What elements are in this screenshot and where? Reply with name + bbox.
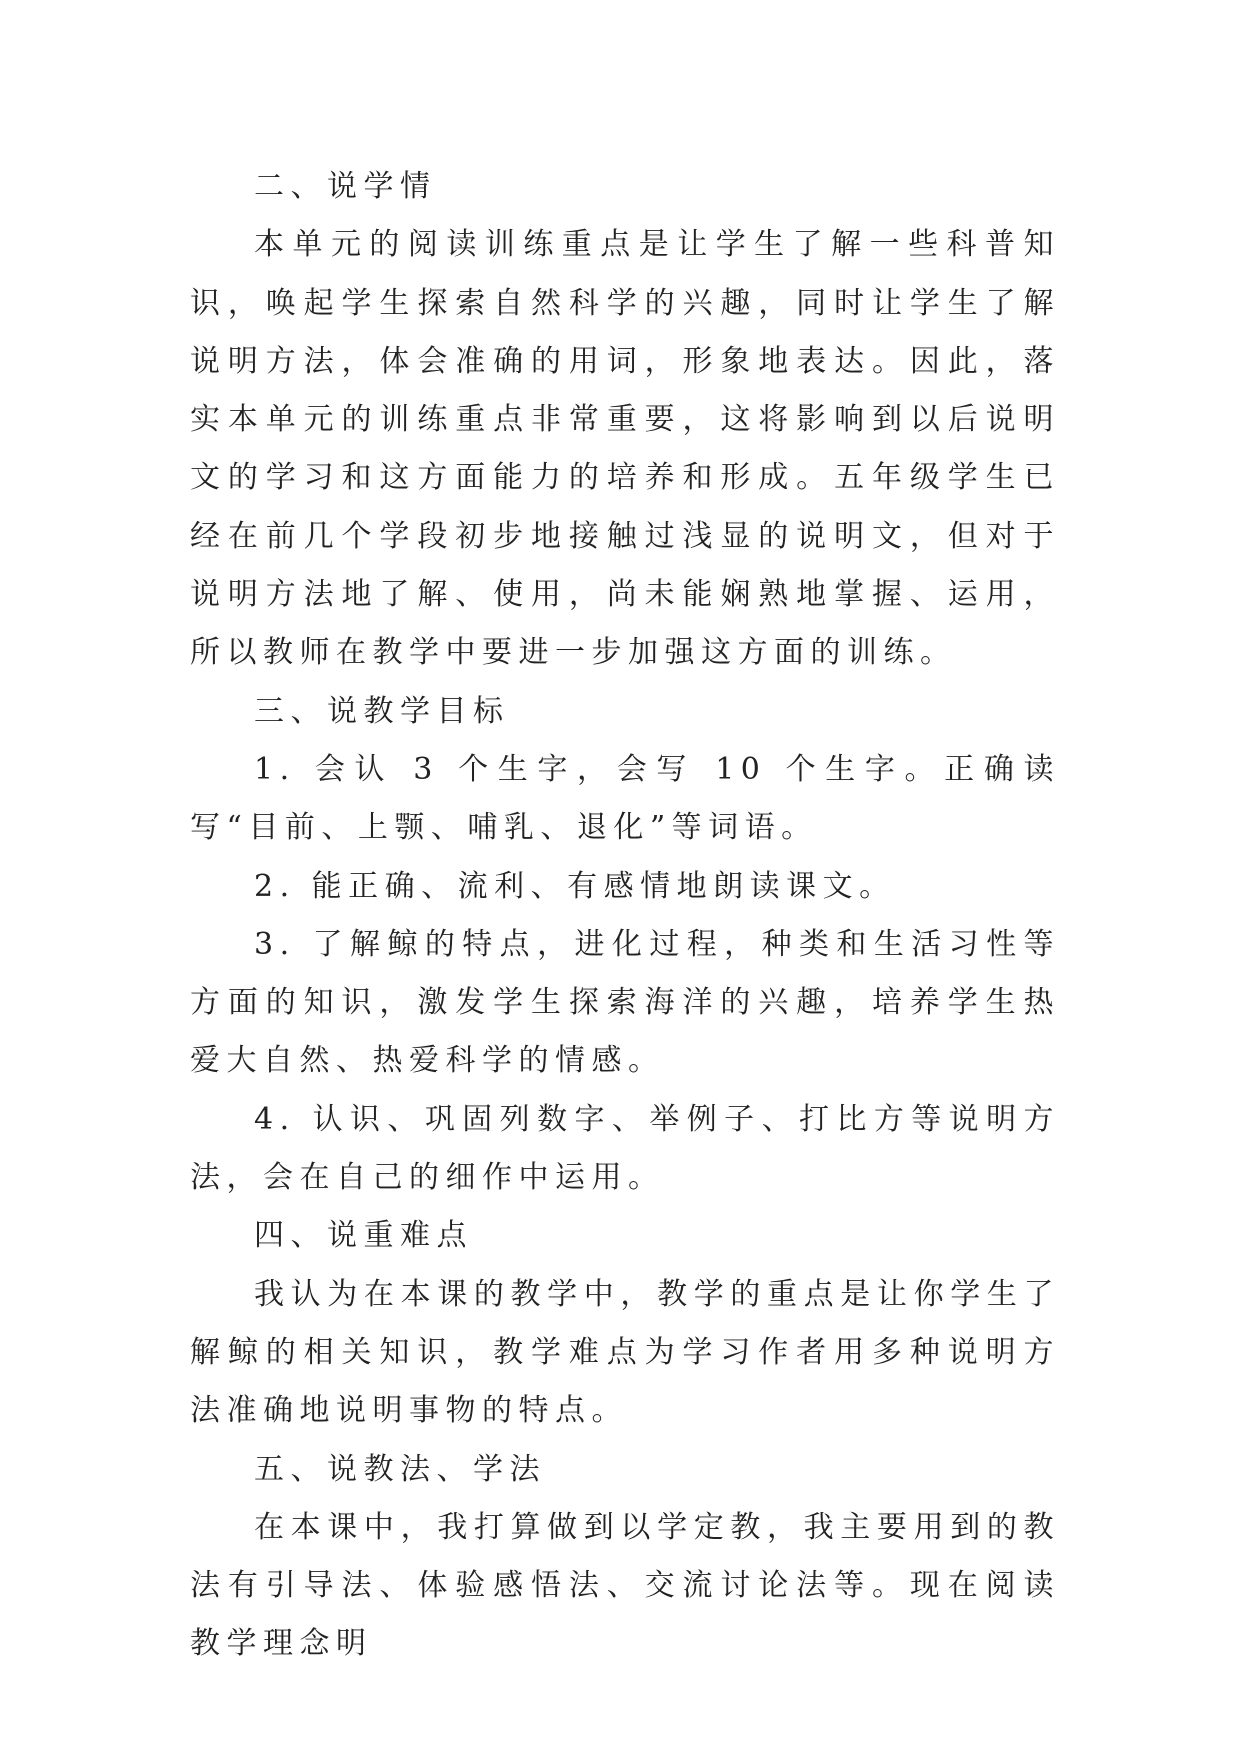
paragraph-methods: 在本课中，我打算做到以学定教，我主要用到的教法有引导法、体验感悟法、交流讨论法等。现在阅读教学理念明 (190, 1509, 1060, 1662)
goal-item-4: 4. 认识、巩固列数字、举例子、打比方等说明方法，会在自己的细作中运用。 (190, 1101, 1060, 1196)
section-heading-methods: 五、说教法、学法 (254, 1451, 546, 1487)
goal-item-1: 1. 会认 3 个生字，会写 10 个生字。正确读写“目前、上颚、哺乳、退化”等词语。 (190, 751, 1060, 846)
goal-item-2: 2. 能正确、流利、有感情地朗读课文。 (254, 868, 896, 904)
paragraph-xueqing: 本单元的阅读训练重点是让学生了解一些科普知识，唤起学生探索自然科学的兴趣，同时让学生了解说明方法，体会准确的用词，形象地表达。因此，落实本单元的训练重点非常重要，这将影响到以后说明文的学习和这方面能力的培养和形成。五年级学生已经在前几个学段初步地接触过浅显的说明文，但对于说明方法地了解、使用，尚未能娴熟地掌握、运用，所以教师在教学中要进一步加强这方面的训练。 (190, 227, 1060, 671)
section-heading-xueqing: 二、说学情 (254, 169, 437, 204)
document-body (190, 158, 1060, 1674)
section-heading-goals: 三、说教学目标 (254, 693, 510, 729)
section-heading-key-points: 四、说重难点 (254, 1218, 473, 1254)
goal-item-3: 3. 了解鲸的特点，进化过程，种类和生活习性等方面的知识，激发学生探索海洋的兴趣，培养学生热爱大自然、热爱科学的情感。 (190, 926, 1060, 1079)
paragraph-key-points: 我认为在本课的教学中，教学的重点是让你学生了解鲸的相关知识，教学难点为学习作者用多种说明方法准确地说明事物的特点。 (190, 1276, 1060, 1429)
